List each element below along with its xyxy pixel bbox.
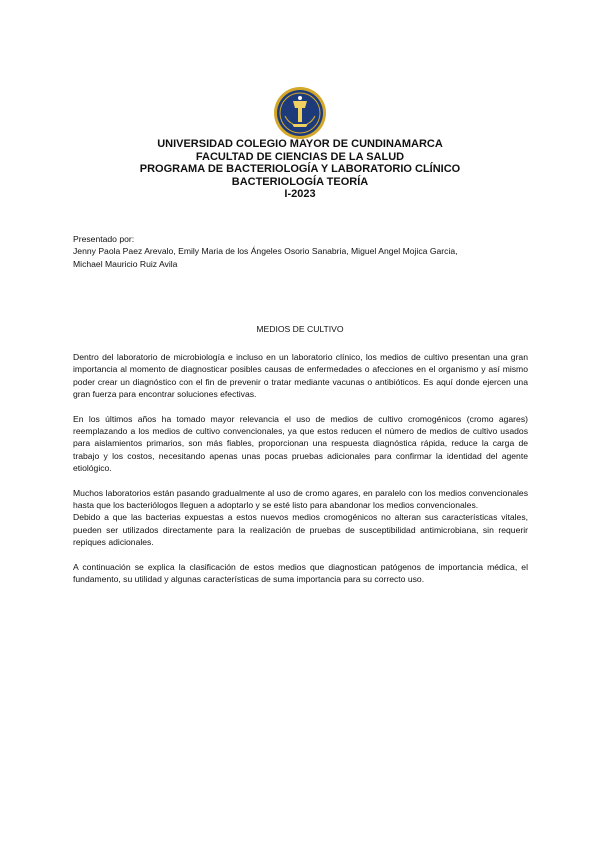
presented-label: Presentado por:	[73, 234, 135, 244]
document-header	[0, 138, 600, 201]
document-body	[73, 351, 528, 586]
course-name: BACTERIOLOGÍA TEORÍA	[231, 175, 369, 188]
section-title: MEDIOS DE CULTIVO	[256, 324, 344, 334]
university-name: UNIVERSIDAD COLEGIO MAYOR DE CUNDINAMARCA	[157, 138, 443, 150]
term: I-2023	[284, 188, 316, 201]
paragraph: En los últimos años ha tomado mayor relevancia el uso de medios de cultivo cromogénicos (cromo agares) reemplazando a los medios de cultivo convencionales, ya que estos reducen el número de medios de cultivo usados para aislamientos primarios, son más fiables, proporcionan una respuesta diagnóstica rápida, reduce la carga de trabajo y los costos, necesitando apenas unas pocas pruebas adicionales para confirmar la identidad del agente etiológico.	[73, 413, 528, 474]
paragraph: Dentro del laboratorio de microbiología e incluso en un laboratorio clínico, los medios de cultivo presentan una gran importancia al momento de diagnosticar posibles causas de enfermedades o afecciones en el organismo y así mismo poder crear un diagnóstico con el fin de prevenir o tratar mediante vacunas o antibióticos. Es aquí donde ejercen una gran fuerza para encontrar soluciones efectivas.	[73, 352, 528, 400]
program-name: PROGRAMA DE BACTERIOLOGÍA Y LABORATORIO CLÍNICO	[139, 163, 461, 176]
authors-line: Michael Mauricio Ruiz Avila	[73, 258, 178, 269]
paragraph: Debido a que las bacterias expuestas a estos nuevos medios cromogénicos no alteran sus características vitales, pueden ser utilizados directamente para la realización de pruebas de susceptibilidad antimicrobiana, sin requerir repiques adicionales.	[73, 512, 528, 548]
authors-block	[73, 233, 533, 270]
authors-line: Jenny Paola Paez Arevalo, Emily Maria de los Ángeles Osorio Sanabria, Miguel Angel Mojica Garcia,	[73, 246, 458, 257]
faculty-name: FACULTAD DE CIENCIAS DE LA SALUD	[195, 150, 405, 163]
paragraph: A continuación se explica la clasificación de estos medios que diagnostican patógenos de importancia médica, el fundamento, su utilidad y algunas características de suma importancia para su correcto uso.	[73, 561, 528, 585]
university-seal-icon	[273, 86, 327, 140]
paragraph: Muchos laboratorios están pasando gradualmente al uso de cromo agares, en paralelo con los medios convencionales hasta que los bacteriólogos lleguen a adoptarlo y se esté listo para abandonar los medios convencionales.	[73, 487, 528, 511]
